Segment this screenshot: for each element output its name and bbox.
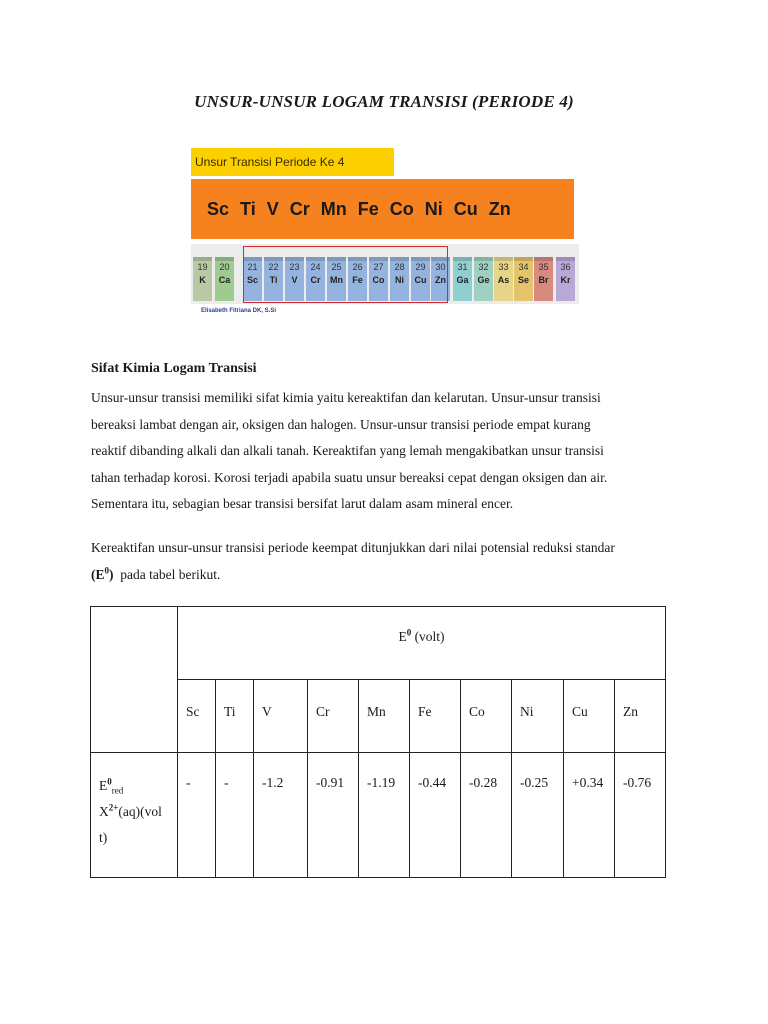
label-x-sup: 2+ [108,802,119,813]
element-header-cell: Co [461,680,512,753]
paragraph-line: reaktif dibanding alkali dan alkali tanah. Kereaktifan yang lemah mengakibatkan unsur transisi [91,443,604,458]
paragraph-line: Unsur-unsur transisi memiliki sifat kimia yaitu kereaktifan dan kelarutan. Unsur-unsur transisi [91,390,601,405]
section-heading: Sifat Kimia Logam Transisi [91,361,257,376]
header-unit: (volt) [411,629,445,644]
paragraph-line: Sementara itu, sebagian besar transisi bersifat larut dalam asam mineral encer. [91,496,514,511]
transition-symbols-band [191,179,574,239]
band-symbol: Fe [357,198,379,219]
element-header-cell: V [254,680,308,753]
page-title: UNSUR-UNSUR LOGAM TRANSISI (PERIODE 4) [194,92,574,111]
potential-value-cell: - [216,753,254,878]
element-tile [556,257,575,301]
potential-value-cell: -0.91 [308,753,359,878]
tile-symbol: Ca [218,275,231,285]
element-header-cell: Cu [564,680,615,753]
potential-value-cell: -0.76 [615,753,666,878]
tile-number: 31 [457,262,468,272]
element-row [91,680,666,753]
tile-number: 20 [219,262,230,272]
e0-sup: 0 [104,565,109,575]
tile-number: 24 [310,262,321,272]
label-x: X [99,804,109,819]
label-e-sub: red [111,785,124,796]
paragraph-potential [91,535,691,588]
tile-symbol: Ge [477,275,490,285]
element-tile [534,257,553,301]
tile-number: 19 [197,262,208,272]
paragraph-reactivity [91,385,691,518]
figure-header: Unsur Transisi Periode Ke 4 [191,148,394,176]
label-e: E [99,778,108,793]
band-symbol: Ti [240,198,256,219]
potential-value-cell: -0.44 [410,753,461,878]
element-header-cell: Ni [512,680,564,753]
element-header-cell: Cr [308,680,359,753]
tile-number: 26 [352,262,363,272]
paragraph-line: tahan terhadap korosi. Korosi terjadi apabila suatu unsur bereaksi cepat dengan oksigen dan air. [91,469,608,485]
tile-symbol: Sc [246,275,258,285]
reduction-potential-table [90,606,666,878]
header-e: E [398,629,407,644]
band-symbol: Ni [424,198,443,219]
tile-symbol: Se [517,275,529,285]
tile-symbol: V [291,275,298,285]
tile-number: 23 [289,262,300,272]
tile-symbol: Br [538,275,549,285]
tile-number: 28 [394,262,405,272]
potential-value-cell: -1.19 [359,753,410,878]
tile-number: 30 [435,262,446,272]
e0-base: (E [91,566,105,582]
tile-number: 21 [247,262,258,272]
e0-close: ) [109,566,114,582]
paragraph-line [91,562,691,589]
element-tile [474,257,493,301]
tile-symbol: As [497,275,510,285]
label-t: t) [99,830,108,845]
tile-symbol: Fe [352,275,363,285]
potential-value-cell: -0.28 [461,753,512,878]
tile-symbol: Kr [560,275,571,285]
band-symbol: Cr [289,198,310,219]
element-tile [215,257,234,301]
element-header-cell: Zn [615,680,666,753]
potential-value-cell: +0.34 [564,753,615,878]
label-e-sup: 0 [107,776,112,787]
e0-symbol [91,567,114,582]
tile-symbol: Ni [395,275,404,285]
band-symbol: V [266,198,279,219]
tile-number: 32 [478,262,489,272]
element-header-cell: Mn [359,680,410,753]
tile-number: 36 [560,262,571,272]
transition-highlight-box [243,246,448,303]
row-label-cell [91,753,178,878]
tile-symbol: Cu [414,275,427,285]
tile-number: 34 [518,262,529,272]
band-symbol: Cu [453,198,478,219]
tile-symbol: Co [372,275,385,285]
label-aq: (aq)(vol [118,804,162,819]
tile-symbol: Cr [310,275,321,285]
tile-symbol: Ti [269,275,278,285]
paragraph-line-rest: pada tabel berikut. [113,566,221,582]
element-tile [453,257,472,301]
element-header-cell: Sc [178,680,216,753]
tile-symbol: Zn [435,275,446,285]
tile-symbol: K [199,275,206,285]
table-header-cell [178,607,666,680]
element-tile [514,257,533,301]
figure-credit: Elisabeth Fitriana DK, S.Si [201,308,277,314]
element-tile [193,257,212,301]
element-header-cell: Ti [216,680,254,753]
periodic-table-figure [191,148,579,323]
band-symbol: Zn [488,198,511,219]
tile-number: 33 [498,262,509,272]
potential-value-cell: -1.2 [254,753,308,878]
band-symbol: Mn [320,198,347,219]
tile-symbol: Mn [330,275,343,285]
paragraph-line: bereaksi lambat dengan air, oksigen dan halogen. Unsur-unsur transisi periode empat kurang [91,416,591,432]
tile-number: 35 [538,262,549,272]
tile-number: 29 [415,262,426,272]
value-row [91,753,666,878]
potential-value-cell: - [178,753,216,878]
header-sup: 0 [406,627,412,638]
tile-symbol: Ga [456,275,469,285]
tile-number: 22 [268,262,279,272]
element-header-cell: Fe [410,680,461,753]
band-symbol: Co [389,198,414,219]
potential-value-cell: -0.25 [512,753,564,878]
table-corner-cell [91,607,178,753]
tile-number: 27 [373,262,384,272]
paragraph-line: Kereaktifan unsur-unsur transisi periode keempat ditunjukkan dari nilai potensial reduksi standar [91,540,615,555]
band-symbol: Sc [207,198,230,219]
element-tile [494,257,513,301]
tile-number: 25 [331,262,342,272]
